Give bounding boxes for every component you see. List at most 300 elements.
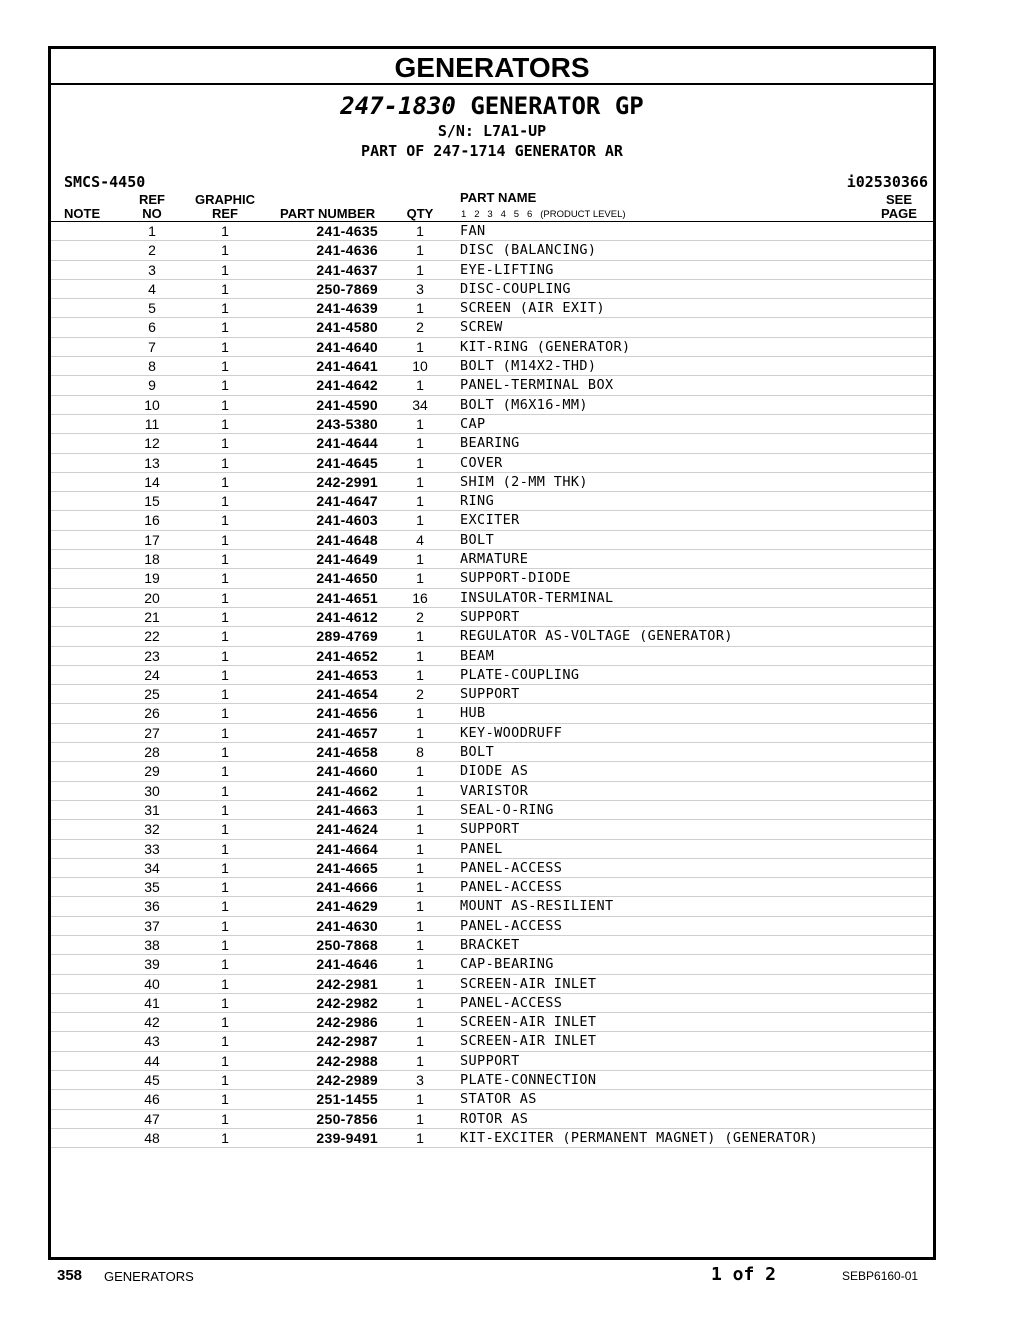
graphic-ref-cell: 1 (221, 319, 229, 336)
part-number-cell: 241-4663 (316, 801, 378, 818)
table-row (51, 261, 933, 280)
col-part-number: PART NUMBER (280, 206, 376, 221)
graphic-ref-cell: 1 (221, 879, 229, 896)
part-number-cell: 250-7868 (316, 936, 378, 953)
graphic-ref-cell: 1 (221, 1110, 229, 1127)
ref-no-cell: 36 (144, 898, 160, 915)
part-name-cell: PANEL-ACCESS (460, 879, 563, 896)
footer-page-of: 1 of 2 (711, 1264, 777, 1285)
part-name-cell: BEAM (460, 647, 495, 664)
part-name-cell: EYE-LIFTING (460, 261, 554, 278)
graphic-ref-cell: 1 (221, 223, 229, 239)
group-part-number: 247-1830 (340, 92, 456, 120)
qty-cell: 1 (416, 724, 424, 741)
footer-section: GENERATORS (104, 1269, 194, 1284)
table-row (51, 704, 933, 723)
graphic-ref-cell: 1 (221, 898, 229, 915)
part-number-cell: 241-4637 (316, 261, 378, 278)
part-number-cell: 241-4653 (316, 666, 378, 683)
part-number-cell: 241-4657 (316, 724, 378, 741)
qty-cell: 1 (416, 242, 424, 259)
graphic-ref-cell: 1 (221, 647, 229, 664)
ref-no-cell: 1 (148, 223, 156, 239)
table-row (51, 994, 933, 1013)
document-identifier: i02530366 (846, 173, 928, 191)
table-row (51, 762, 933, 781)
table-row (51, 627, 933, 646)
graphic-ref-cell: 1 (221, 821, 229, 838)
ref-no-cell: 37 (144, 917, 160, 934)
part-name-cell: VARISTOR (460, 782, 529, 799)
footer-page-number: 358 (57, 1267, 83, 1284)
qty-cell: 4 (416, 531, 424, 548)
qty-cell: 1 (416, 493, 424, 510)
ref-no-cell: 48 (144, 1129, 160, 1146)
part-number-cell: 241-4652 (316, 647, 378, 664)
part-number-cell: 242-2989 (316, 1072, 378, 1089)
qty-cell: 1 (416, 512, 424, 529)
part-name-cell: PLATE-CONNECTION (460, 1072, 597, 1089)
graphic-ref-cell: 1 (221, 724, 229, 741)
table-row (51, 473, 933, 492)
ref-no-cell: 7 (148, 338, 156, 355)
graphic-ref-cell: 1 (221, 782, 229, 799)
part-number-cell: 243-5380 (316, 415, 378, 432)
ref-no-cell: 16 (144, 512, 160, 529)
part-name-cell: KIT-EXCITER (PERMANENT MAGNET) (GENERATOR) (460, 1129, 819, 1146)
part-number-cell: 241-4629 (316, 898, 378, 915)
part-number-cell: 241-4660 (316, 763, 378, 780)
graphic-ref-cell: 1 (221, 744, 229, 761)
qty-cell: 1 (416, 821, 424, 838)
part-name-cell: REGULATOR AS-VOLTAGE (GENERATOR) (460, 628, 733, 645)
part-name-cell: ARMATURE (460, 551, 529, 568)
table-row (51, 1110, 933, 1129)
part-name-cell: SHIM (2-MM THK) (460, 473, 588, 490)
table-row (51, 357, 933, 376)
graphic-ref-cell: 1 (221, 338, 229, 355)
qty-cell: 1 (416, 859, 424, 876)
part-name-cell: SUPPORT (460, 686, 520, 703)
graphic-ref-cell: 1 (221, 435, 229, 452)
ref-no-cell: 17 (144, 531, 160, 548)
part-name-cell: STATOR AS (460, 1091, 537, 1108)
graphic-ref-cell: 1 (221, 628, 229, 645)
ref-no-cell: 43 (144, 1033, 160, 1050)
part-name-cell: SCREEN (AIR EXIT) (460, 300, 605, 317)
part-name-cell: SUPPORT (460, 821, 520, 838)
qty-cell: 2 (416, 608, 424, 625)
ref-no-cell: 44 (144, 1052, 160, 1069)
table-row (51, 1032, 933, 1051)
qty-cell: 1 (416, 1014, 424, 1031)
qty-cell: 2 (416, 686, 424, 703)
qty-cell: 8 (416, 744, 424, 761)
table-row (51, 820, 933, 839)
qty-cell: 3 (416, 1072, 424, 1089)
graphic-ref-cell: 1 (221, 1052, 229, 1069)
part-name-cell: PANEL (460, 840, 503, 857)
qty-cell: 1 (416, 647, 424, 664)
table-row (51, 975, 933, 994)
table-row (51, 589, 933, 608)
ref-no-cell: 10 (144, 396, 160, 413)
qty-cell: 1 (416, 570, 424, 587)
col-note: NOTE (64, 206, 101, 221)
ref-no-cell: 12 (144, 435, 160, 452)
qty-cell: 1 (416, 338, 424, 355)
part-name-cell: RING (460, 493, 495, 510)
part-name-cell: ROTOR AS (460, 1110, 529, 1127)
parts-list (51, 222, 933, 1148)
qty-cell: 1 (416, 936, 424, 953)
ref-no-cell: 24 (144, 666, 160, 683)
table-row (51, 1071, 933, 1090)
qty-cell: 1 (416, 917, 424, 934)
graphic-ref-cell: 1 (221, 686, 229, 703)
part-number-cell: 241-4649 (316, 551, 378, 568)
ref-no-cell: 26 (144, 705, 160, 722)
graphic-ref-cell: 1 (221, 551, 229, 568)
part-number-cell: 239-9491 (316, 1129, 378, 1146)
part-number-cell: 241-4640 (316, 338, 378, 355)
column-header (51, 190, 933, 222)
ref-no-cell: 32 (144, 821, 160, 838)
graphic-ref-cell: 1 (221, 1072, 229, 1089)
qty-cell: 1 (416, 300, 424, 317)
part-number-cell: 241-4650 (316, 570, 378, 587)
page-footer (0, 1262, 1020, 1292)
ref-no-cell: 15 (144, 493, 160, 510)
graphic-ref-cell: 1 (221, 473, 229, 490)
col-ref-bottom: NO (142, 206, 162, 221)
table-row (51, 1052, 933, 1071)
ref-no-cell: 47 (144, 1110, 160, 1127)
smcs-code: SMCS-4450 (64, 173, 146, 191)
table-row (51, 241, 933, 260)
ref-no-cell: 14 (144, 473, 160, 490)
qty-cell: 1 (416, 782, 424, 799)
graphic-ref-cell: 1 (221, 994, 229, 1011)
table-row (51, 280, 933, 299)
graphic-ref-cell: 1 (221, 242, 229, 259)
part-number-cell: 241-4646 (316, 956, 378, 973)
part-number-cell: 241-4658 (316, 744, 378, 761)
part-name-cell: COVER (460, 454, 503, 471)
graphic-ref-cell: 1 (221, 454, 229, 471)
col-qty: QTY (406, 206, 434, 221)
ref-no-cell: 22 (144, 628, 160, 645)
ref-no-cell: 31 (144, 801, 160, 818)
ref-no-cell: 27 (144, 724, 160, 741)
group-heading (51, 91, 933, 121)
part-name-cell: CAP-BEARING (460, 956, 554, 973)
qty-cell: 1 (416, 1033, 424, 1050)
qty-cell: 1 (416, 840, 424, 857)
table-row (51, 859, 933, 878)
qty-cell: 1 (416, 879, 424, 896)
part-number-cell: 251-1455 (316, 1091, 378, 1108)
qty-cell: 1 (416, 628, 424, 645)
qty-cell: 1 (416, 763, 424, 780)
part-name-cell: CAP (460, 415, 486, 432)
ref-no-cell: 46 (144, 1091, 160, 1108)
graphic-ref-cell: 1 (221, 300, 229, 317)
ref-no-cell: 2 (148, 242, 156, 259)
qty-cell: 1 (416, 1129, 424, 1146)
ref-no-cell: 20 (144, 589, 160, 606)
table-row (51, 550, 933, 569)
table-row (51, 318, 933, 337)
section-title: GENERATORS (51, 49, 933, 85)
table-row (51, 666, 933, 685)
table-row (51, 1090, 933, 1109)
part-name-cell: BOLT (M14X2-THD) (460, 358, 597, 375)
table-row (51, 454, 933, 473)
qty-cell: 1 (416, 956, 424, 973)
ref-no-cell: 21 (144, 608, 160, 625)
part-name-cell: SCREW (460, 319, 503, 336)
part-number-cell: 241-4651 (316, 589, 378, 606)
table-row (51, 878, 933, 897)
part-name-cell: DISC (BALANCING) (460, 242, 597, 259)
part-name-cell: SUPPORT-DIODE (460, 570, 571, 587)
part-number-cell: 250-7856 (316, 1110, 378, 1127)
ref-no-cell: 28 (144, 744, 160, 761)
ref-no-cell: 18 (144, 551, 160, 568)
qty-cell: 1 (416, 1052, 424, 1069)
part-number-cell: 241-4654 (316, 686, 378, 703)
part-number-cell: 241-4624 (316, 821, 378, 838)
graphic-ref-cell: 1 (221, 512, 229, 529)
qty-cell: 1 (416, 435, 424, 452)
part-number-cell: 242-2988 (316, 1052, 378, 1069)
table-row (51, 936, 933, 955)
part-number-cell: 250-7869 (316, 280, 378, 297)
ref-no-cell: 39 (144, 956, 160, 973)
part-number-cell: 241-4644 (316, 435, 378, 452)
part-name-cell: BOLT (460, 531, 495, 548)
qty-cell: 1 (416, 377, 424, 394)
graphic-ref-cell: 1 (221, 415, 229, 432)
graphic-ref-cell: 1 (221, 859, 229, 876)
part-name-cell: KIT-RING (GENERATOR) (460, 338, 631, 355)
part-name-cell: PANEL-ACCESS (460, 917, 563, 934)
col-ref-top: REF (139, 192, 165, 207)
part-number-cell: 241-4645 (316, 454, 378, 471)
part-number-cell: 241-4612 (316, 608, 378, 625)
graphic-ref-cell: 1 (221, 589, 229, 606)
table-row (51, 647, 933, 666)
table-row (51, 801, 933, 820)
table-row (51, 511, 933, 530)
table-row (51, 376, 933, 395)
col-graphic-top: GRAPHIC (195, 192, 255, 207)
part-name-cell: KEY-WOODRUFF (460, 724, 563, 741)
ref-no-cell: 42 (144, 1014, 160, 1031)
qty-cell: 1 (416, 223, 424, 239)
table-row (51, 492, 933, 511)
ref-no-cell: 40 (144, 975, 160, 992)
qty-cell: 1 (416, 898, 424, 915)
table-row (51, 955, 933, 974)
qty-cell: 16 (412, 589, 428, 606)
ref-no-cell: 13 (144, 454, 160, 471)
ref-no-cell: 29 (144, 763, 160, 780)
serial-number: S/N: L7A1-UP (437, 122, 547, 140)
part-name-cell: DIODE AS (460, 763, 529, 780)
graphic-ref-cell: 1 (221, 705, 229, 722)
table-row (51, 299, 933, 318)
part-number-cell: 241-4580 (316, 319, 378, 336)
part-number-cell: 241-4641 (316, 358, 378, 375)
part-name-cell: BOLT (M6X16-MM) (460, 396, 588, 413)
part-name-cell: PANEL-TERMINAL BOX (460, 377, 614, 394)
ref-no-cell: 38 (144, 936, 160, 953)
group-name: GENERATOR GP (470, 92, 644, 120)
parts-page-frame (48, 46, 936, 1260)
graphic-ref-cell: 1 (221, 396, 229, 413)
table-row (51, 415, 933, 434)
part-name-cell: PANEL-ACCESS (460, 859, 563, 876)
ref-no-cell: 3 (148, 261, 156, 278)
qty-cell: 10 (412, 358, 428, 375)
table-row (51, 1013, 933, 1032)
ref-no-cell: 45 (144, 1072, 160, 1089)
graphic-ref-cell: 1 (221, 358, 229, 375)
part-number-cell: 241-4648 (316, 531, 378, 548)
part-number-cell: 241-4639 (316, 300, 378, 317)
ref-no-cell: 23 (144, 647, 160, 664)
graphic-ref-cell: 1 (221, 801, 229, 818)
col-see-bottom: PAGE (881, 206, 917, 221)
part-of-line: PART OF 247-1714 GENERATOR AR (361, 142, 623, 160)
table-row (51, 782, 933, 801)
part-number-cell: 241-4603 (316, 512, 378, 529)
part-number-cell: 289-4769 (316, 628, 378, 645)
table-row (51, 897, 933, 916)
part-name-cell: BRACKET (460, 936, 520, 953)
ref-no-cell: 8 (148, 358, 156, 375)
ref-no-cell: 6 (148, 319, 156, 336)
part-number-cell: 242-2991 (316, 473, 378, 490)
part-name-cell: MOUNT AS-RESILIENT (460, 898, 614, 915)
ref-no-cell: 5 (148, 300, 156, 317)
part-name-cell: SUPPORT (460, 1052, 520, 1069)
part-number-cell: 241-4664 (316, 840, 378, 857)
part-name-cell: DISC-COUPLING (460, 280, 571, 297)
graphic-ref-cell: 1 (221, 280, 229, 297)
part-number-cell: 241-4636 (316, 242, 378, 259)
part-number-cell: 241-4666 (316, 879, 378, 896)
table-row (51, 608, 933, 627)
table-row (51, 434, 933, 453)
part-number-cell: 241-4635 (316, 223, 378, 239)
part-name-cell: EXCITER (460, 512, 520, 529)
part-number-cell: 241-4630 (316, 917, 378, 934)
graphic-ref-cell: 1 (221, 570, 229, 587)
graphic-ref-cell: 1 (221, 261, 229, 278)
table-row (51, 917, 933, 936)
part-name-cell: SCREEN-AIR INLET (460, 1014, 597, 1031)
qty-cell: 1 (416, 551, 424, 568)
table-row (51, 338, 933, 357)
ref-no-cell: 41 (144, 994, 160, 1011)
qty-cell: 1 (416, 473, 424, 490)
qty-cell: 1 (416, 666, 424, 683)
part-name-cell: SCREEN-AIR INLET (460, 975, 597, 992)
qty-cell: 1 (416, 705, 424, 722)
table-row (51, 724, 933, 743)
table-row (51, 569, 933, 588)
graphic-ref-cell: 1 (221, 975, 229, 992)
graphic-ref-cell: 1 (221, 840, 229, 857)
table-row (51, 1129, 933, 1148)
part-number-cell: 241-4656 (316, 705, 378, 722)
qty-cell: 34 (412, 396, 428, 413)
qty-cell: 1 (416, 994, 424, 1011)
col-see-top: SEE (885, 192, 912, 207)
table-row (51, 840, 933, 859)
ref-no-cell: 34 (144, 859, 160, 876)
part-number-cell: 241-4590 (316, 396, 378, 413)
col-part-name: PART NAME (460, 190, 537, 205)
graphic-ref-cell: 1 (221, 956, 229, 973)
graphic-ref-cell: 1 (221, 1091, 229, 1108)
col-graphic-bottom: REF (212, 206, 238, 221)
table-row (51, 531, 933, 550)
ref-no-cell: 11 (144, 415, 160, 432)
graphic-ref-cell: 1 (221, 1129, 229, 1146)
part-number-cell: 242-2981 (316, 975, 378, 992)
qty-cell: 1 (416, 1110, 424, 1127)
ref-no-cell: 19 (144, 570, 160, 587)
graphic-ref-cell: 1 (221, 917, 229, 934)
part-number-cell: 242-2987 (316, 1033, 378, 1050)
part-number-cell: 242-2982 (316, 994, 378, 1011)
part-number-cell: 241-4642 (316, 377, 378, 394)
ref-no-cell: 4 (148, 280, 156, 297)
part-number-cell: 241-4647 (316, 493, 378, 510)
graphic-ref-cell: 1 (221, 1033, 229, 1050)
ref-no-cell: 33 (144, 840, 160, 857)
part-name-cell: BEARING (460, 435, 520, 452)
part-name-cell: FAN (460, 223, 486, 239)
ref-no-cell: 9 (148, 377, 156, 394)
graphic-ref-cell: 1 (221, 666, 229, 683)
qty-cell: 1 (416, 415, 424, 432)
table-row (51, 685, 933, 704)
part-name-cell: BOLT (460, 744, 495, 761)
part-name-cell: SCREEN-AIR INLET (460, 1033, 597, 1050)
ref-no-cell: 30 (144, 782, 160, 799)
part-number-cell: 242-2986 (316, 1014, 378, 1031)
graphic-ref-cell: 1 (221, 377, 229, 394)
qty-cell: 1 (416, 801, 424, 818)
graphic-ref-cell: 1 (221, 531, 229, 548)
qty-cell: 1 (416, 454, 424, 471)
ref-no-cell: 25 (144, 686, 160, 703)
qty-cell: 1 (416, 261, 424, 278)
part-number-cell: 241-4665 (316, 859, 378, 876)
footer-doc-id: SEBP6160-01 (842, 1269, 919, 1283)
graphic-ref-cell: 1 (221, 493, 229, 510)
part-number-cell: 241-4662 (316, 782, 378, 799)
table-row (51, 222, 933, 241)
graphic-ref-cell: 1 (221, 1014, 229, 1031)
part-name-cell: SUPPORT (460, 608, 520, 625)
graphic-ref-cell: 1 (221, 936, 229, 953)
